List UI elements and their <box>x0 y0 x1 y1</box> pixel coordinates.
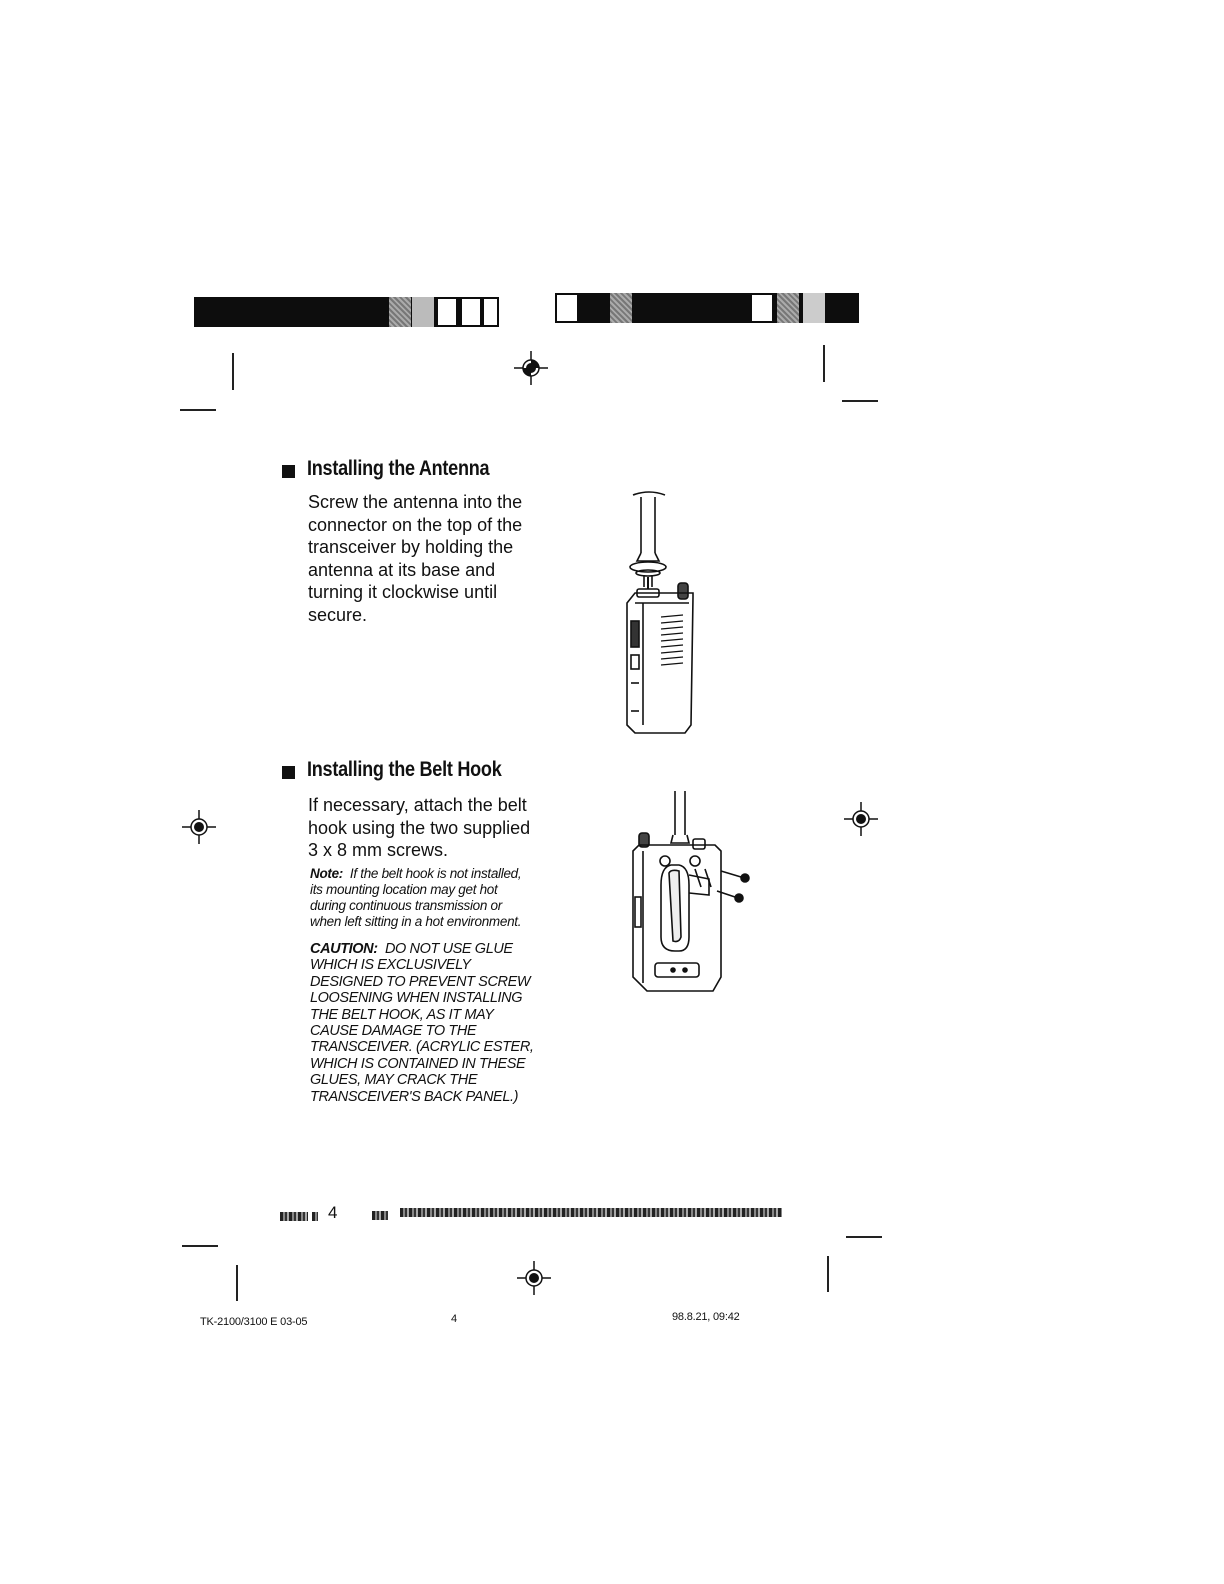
text-line: TRANSCEIVER'S BACK PANEL.) <box>310 1088 519 1105</box>
crop-mark <box>842 400 878 402</box>
text-line: connector on the top of the <box>308 514 523 535</box>
print-file-name: TK-2100/3100 E 03-05 <box>200 1316 308 1328</box>
footer-decor-bar <box>372 1211 388 1220</box>
section-bullet <box>282 465 295 478</box>
page-number: 4 <box>328 1203 338 1222</box>
crop-mark <box>236 1265 238 1301</box>
section-bullet <box>282 766 295 779</box>
crop-mark <box>823 345 825 382</box>
crosshair-circle-icon <box>514 351 548 385</box>
antenna-instructions <box>308 491 522 626</box>
crop-mark <box>827 1256 829 1292</box>
note-label: Note: <box>310 866 343 881</box>
register-cell <box>412 297 434 327</box>
crop-mark <box>846 1236 882 1238</box>
section-heading-antenna: Installing the Antenna <box>307 457 490 480</box>
belt-hook-install-illustration <box>625 787 760 995</box>
text-line: THE BELT HOOK, AS IT MAY <box>310 1006 494 1023</box>
text-line: WHICH IS EXCLUSIVELY <box>310 957 471 974</box>
header-bar-right <box>555 293 859 323</box>
footer-decor-bar <box>312 1212 318 1221</box>
caution-block <box>310 941 534 1105</box>
text-line: when left sitting in a hot environment. <box>310 914 522 929</box>
caution-label: CAUTION: <box>310 941 378 957</box>
text-line: DO NOT USE GLUE <box>384 941 513 957</box>
register-cell <box>777 293 799 323</box>
text-line: secure. <box>308 604 368 625</box>
text-line: transceiver by holding the <box>308 537 514 557</box>
text-line: If the belt hook is not installed, <box>349 866 522 881</box>
footer-decor-bar <box>280 1212 308 1221</box>
crop-mark <box>180 409 216 411</box>
crosshair-circle-icon <box>517 1261 551 1295</box>
belt-hook-instructions <box>308 794 530 862</box>
text-line: 3 x 8 mm screws. <box>308 840 449 860</box>
text-line: GLUES, MAY CRACK THE <box>310 1072 478 1089</box>
crosshair-circle-icon <box>182 810 216 844</box>
antenna-install-illustration <box>615 485 705 740</box>
text-line: If necessary, attach the belt <box>308 795 527 815</box>
register-cell <box>803 293 825 323</box>
crop-mark <box>182 1245 218 1247</box>
text-line: turning it clockwise until <box>308 582 498 602</box>
register-cell <box>555 293 579 323</box>
register-cell <box>482 297 499 327</box>
text-line: DESIGNED TO PREVENT SCREW <box>310 973 531 990</box>
text-line: Screw the antenna into the <box>308 492 523 512</box>
register-cell <box>610 293 632 323</box>
footer-decor-bar <box>400 1208 782 1217</box>
register-cell <box>460 297 482 327</box>
crop-mark <box>232 353 234 390</box>
text-line: LOOSENING WHEN INSTALLING <box>310 990 523 1007</box>
register-cell <box>436 297 458 327</box>
header-bar-left <box>194 297 499 327</box>
section-heading-belt-hook: Installing the Belt Hook <box>307 758 502 781</box>
crosshair-circle-icon <box>844 802 878 836</box>
text-line: antenna at its base and <box>308 559 496 580</box>
text-line: WHICH IS CONTAINED IN THESE <box>310 1055 526 1072</box>
text-line: hook using the two supplied <box>308 817 531 838</box>
print-page-number: 4 <box>451 1313 457 1325</box>
register-cell <box>750 293 774 323</box>
text-line: its mounting location may get hot <box>310 882 498 897</box>
note-block <box>310 866 521 930</box>
text-line: CAUSE DAMAGE TO THE <box>310 1023 477 1040</box>
text-line: during continuous transmission or <box>310 898 502 913</box>
text-line: TRANSCEIVER. (ACRYLIC ESTER, <box>310 1039 534 1056</box>
print-timestamp: 98.8.21, 09:42 <box>672 1311 740 1323</box>
register-cell <box>389 297 411 327</box>
